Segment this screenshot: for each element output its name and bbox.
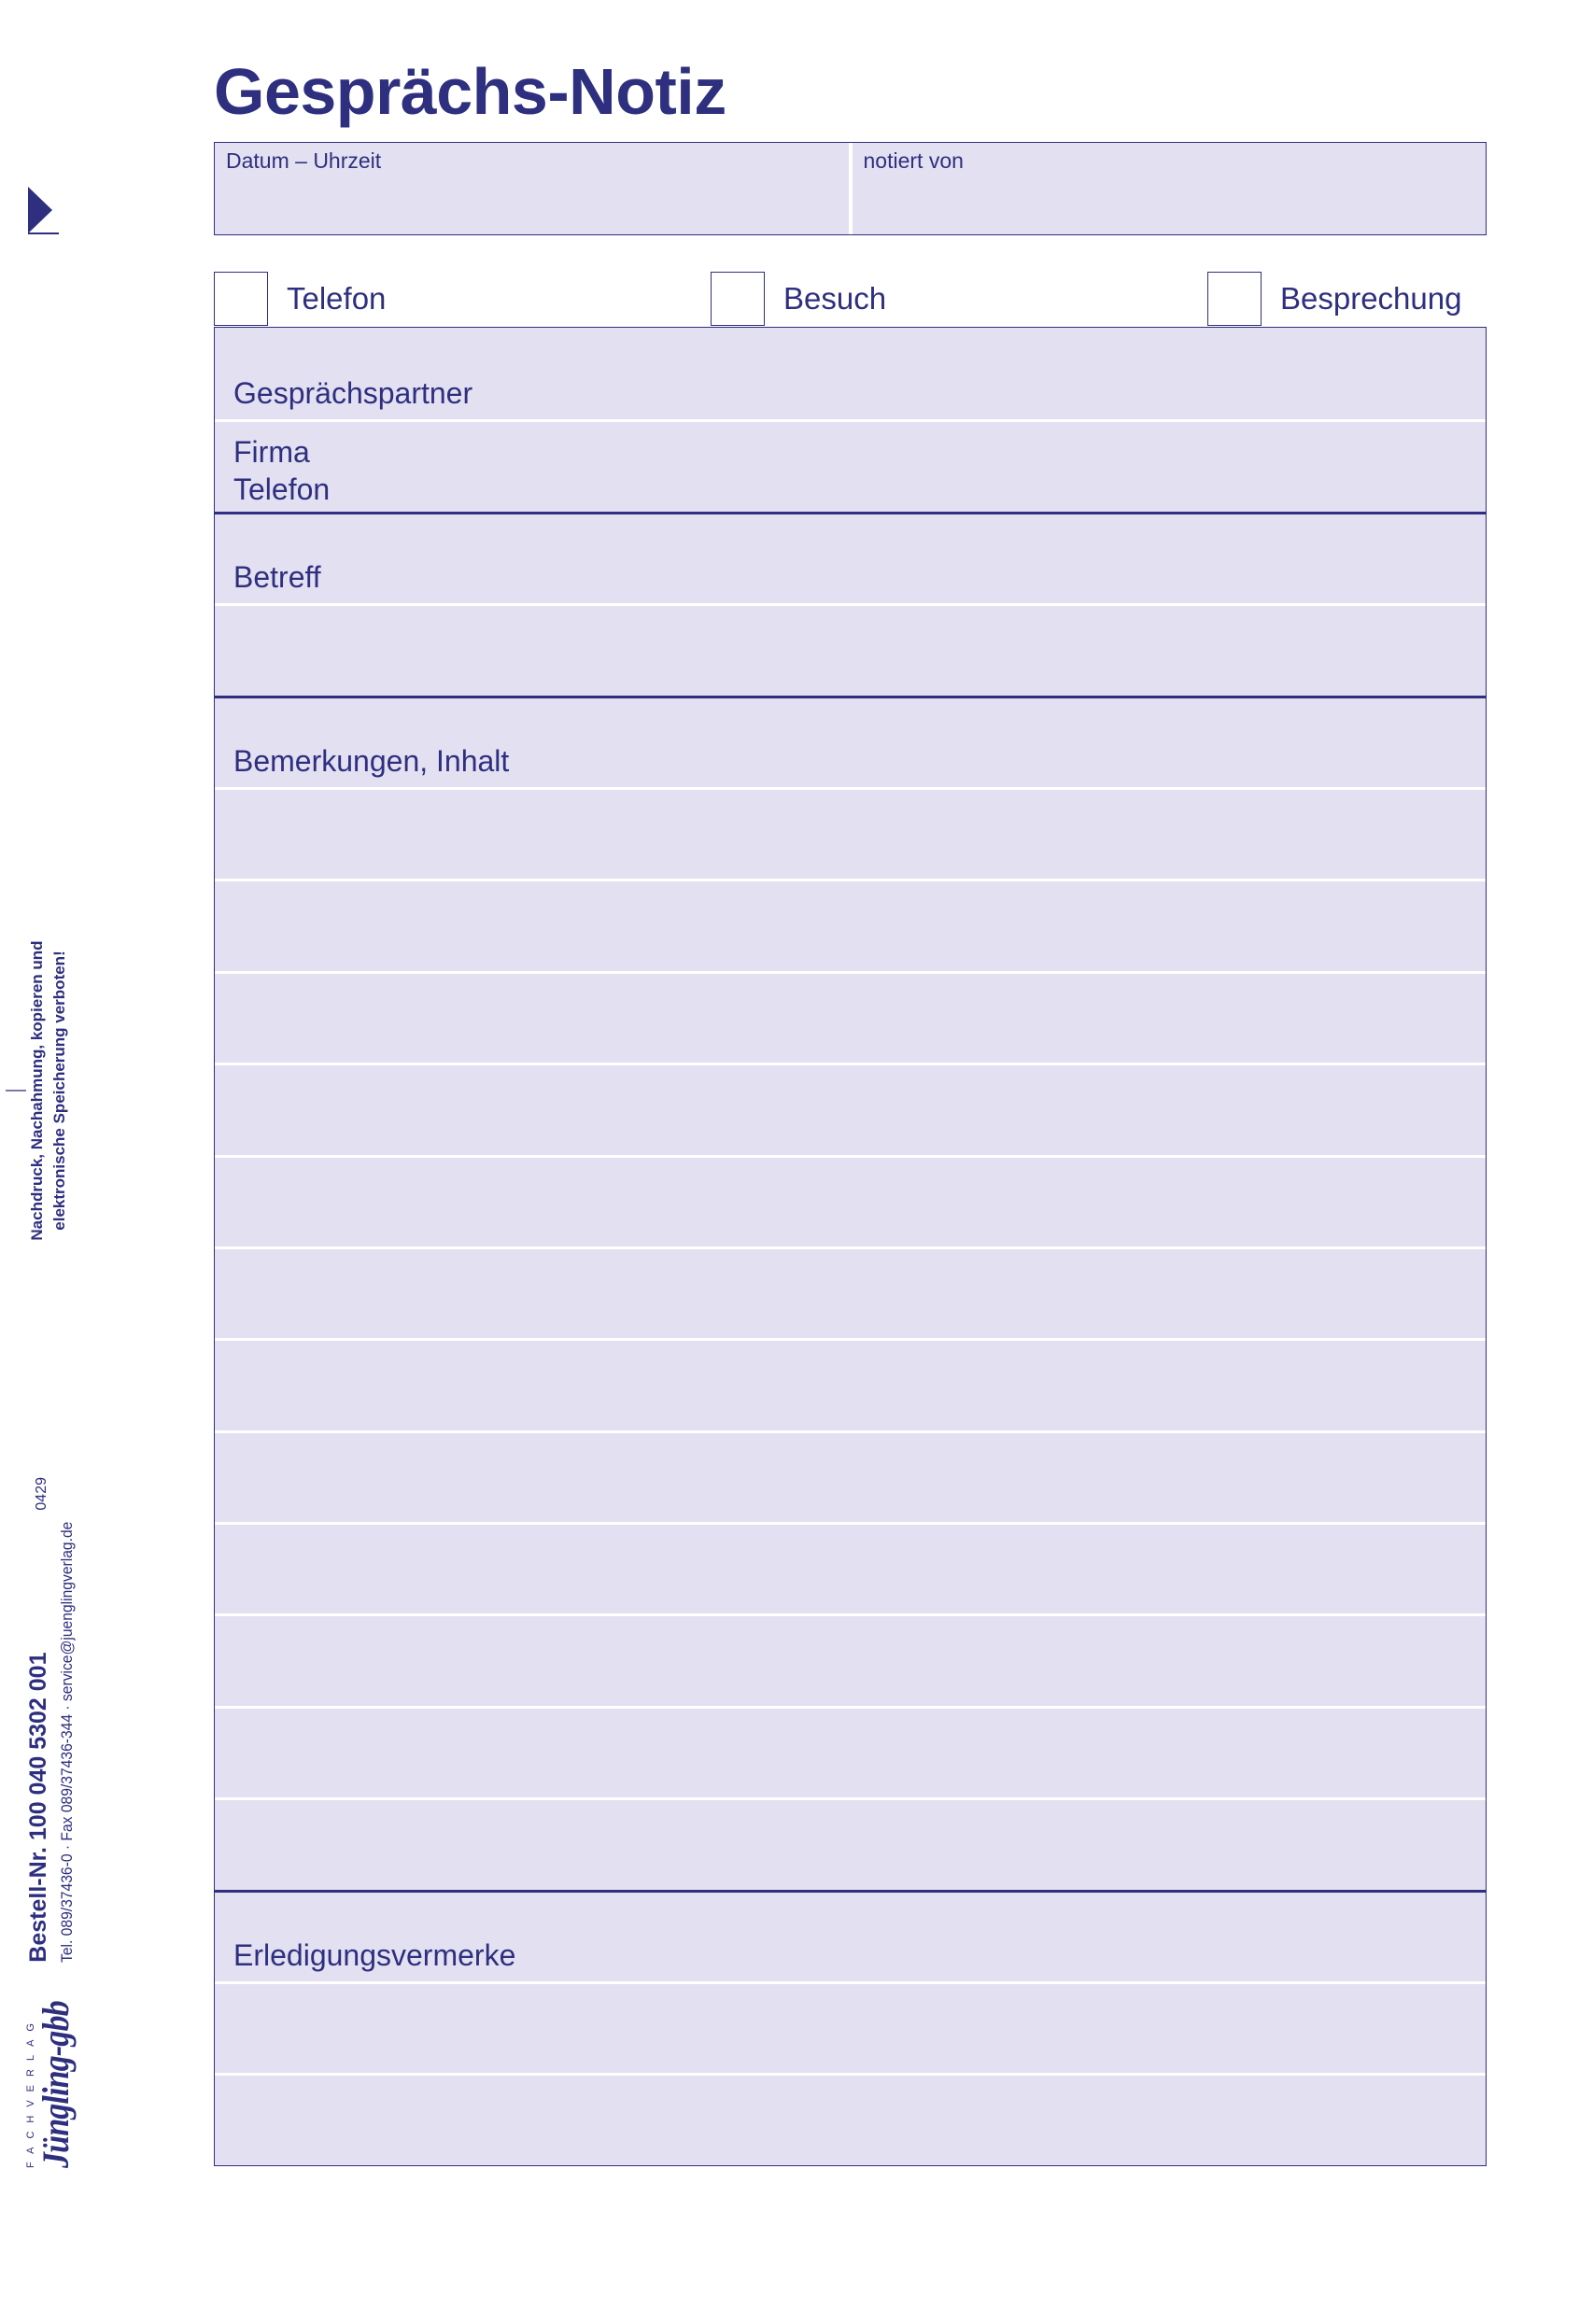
remarks-line[interactable] xyxy=(215,971,1486,1063)
punch-mark xyxy=(6,1090,26,1092)
company-label: Firma xyxy=(233,434,310,469)
completion-line[interactable] xyxy=(215,1981,1486,2073)
page-title: Gesprächs-Notiz xyxy=(214,55,726,128)
notes-form xyxy=(214,327,1487,2166)
fold-marker-icon xyxy=(28,187,52,233)
remarks-line[interactable] xyxy=(215,1430,1486,1522)
date-time-label: Datum – Uhrzeit xyxy=(226,148,382,173)
date-time-field[interactable] xyxy=(215,143,849,234)
logo-tagline: FACHVERLAG xyxy=(25,2015,36,2168)
header-fields xyxy=(214,142,1487,235)
option-besprechung[interactable] xyxy=(1207,272,1461,326)
completion-row[interactable] xyxy=(215,1890,1486,1981)
completion-label: Erledigungsvermerke xyxy=(233,1938,516,1973)
remarks-line[interactable] xyxy=(215,1247,1486,1338)
order-number: Bestell-Nr. 100 040 5302 001 xyxy=(25,1652,51,1963)
order-info xyxy=(24,1477,80,1963)
remarks-line[interactable] xyxy=(215,879,1486,970)
noted-by-label: notiert von xyxy=(863,148,964,173)
contact-info: Tel. 089/37436-0 · Fax 089/37436-344 · service@juenglingverlag.de xyxy=(58,1521,76,1963)
completion-line[interactable] xyxy=(215,2073,1486,2164)
noted-by-field[interactable] xyxy=(849,143,1487,234)
publisher-footer xyxy=(24,1477,80,2168)
remarks-row[interactable] xyxy=(215,696,1486,787)
option-label: Besprechung xyxy=(1280,281,1462,316)
remarks-line[interactable] xyxy=(215,1155,1486,1247)
checkbox-telefon[interactable] xyxy=(214,272,268,326)
option-label: Besuch xyxy=(783,281,887,316)
form-code: 0429 xyxy=(34,1477,49,1511)
copyright-notice xyxy=(26,913,71,1268)
publisher-logo xyxy=(24,1972,80,2168)
partner-label: Gesprächspartner xyxy=(233,376,473,411)
legal-line: Nachdruck, Nachahmung, kopieren und xyxy=(28,940,46,1241)
remarks-line[interactable] xyxy=(215,1063,1486,1154)
remarks-label: Bemerkungen, Inhalt xyxy=(233,743,510,778)
subject-row[interactable] xyxy=(215,512,1486,603)
subject-line[interactable] xyxy=(215,603,1486,695)
logo-name: Jüngling-gbb xyxy=(35,2001,77,2168)
partner-row[interactable] xyxy=(215,328,1486,419)
remarks-line[interactable] xyxy=(215,1797,1486,1889)
fold-marker-line xyxy=(28,232,59,234)
subject-label: Betreff xyxy=(233,560,321,595)
option-besuch[interactable] xyxy=(711,272,886,326)
contact-type-options xyxy=(214,272,1487,326)
remarks-line[interactable] xyxy=(215,1613,1486,1705)
legal-line: elektronische Speicherung verboten! xyxy=(50,951,68,1231)
phone-label: Telefon xyxy=(233,472,331,506)
company-phone-labels xyxy=(233,433,330,508)
checkbox-besprechung[interactable] xyxy=(1207,272,1262,326)
remarks-line[interactable] xyxy=(215,1522,1486,1613)
remarks-line[interactable] xyxy=(215,787,1486,879)
option-label: Telefon xyxy=(287,281,387,316)
option-telefon[interactable] xyxy=(214,272,386,326)
checkbox-besuch[interactable] xyxy=(711,272,765,326)
company-phone-row[interactable] xyxy=(215,419,1486,511)
remarks-line[interactable] xyxy=(215,1706,1486,1797)
remarks-line[interactable] xyxy=(215,1338,1486,1430)
